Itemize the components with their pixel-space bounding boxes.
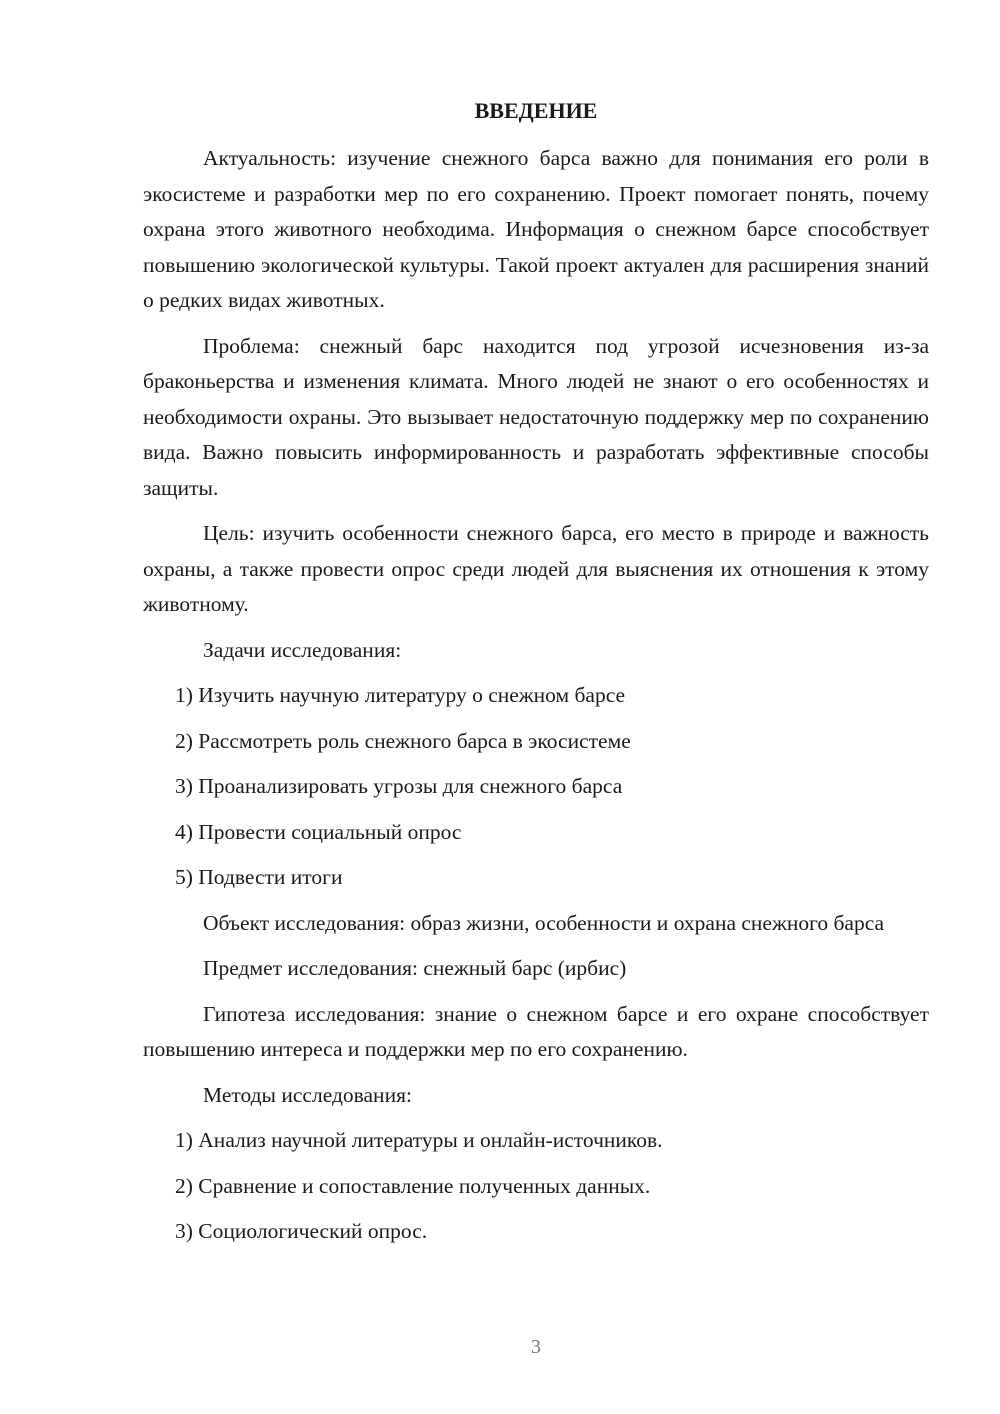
object-paragraph: Объект исследования: образ жизни, особенности и охрана снежного барса [203, 910, 885, 935]
document-page [143, 0, 929, 1414]
tasks-title: Задачи исследования: [203, 637, 402, 662]
hypothesis-paragraph: Гипотеза исследования: знание о снежном барсе и его охране способствует повышению интереса и поддержки мер по его сохранению. [143, 1001, 929, 1061]
task-item: 1) Изучить научную литературу о снежном барсе [175, 683, 626, 707]
task-item: 2) Рассмотреть роль снежного барса в экосистеме [175, 728, 631, 753]
page-number: 3 [531, 1336, 541, 1358]
method-item: 2) Сравнение и сопоставление полученных данных. [175, 1173, 651, 1198]
goal-paragraph: Цель: изучить особенности снежного барса, его место в природе и важность охраны, а также провести опрос среди людей для выяснения их отношения к этому животному. [143, 521, 929, 616]
methods-title: Методы исследования: [203, 1082, 412, 1107]
task-item: 3) Проанализировать угрозы для снежного барса [175, 774, 623, 798]
method-item: 3) Социологический опрос. [175, 1219, 428, 1243]
relevance-paragraph: Актуальность: изучение снежного барса важно для понимания его роли в экосистеме и разработки мер по его сохранению. Проект помогает понять, почему охрана этого животного необходима. Информация о снежном барсе способствует повышению экологической культуры. Такой проект актуален для расширения знаний о редких видах животных. [143, 146, 929, 312]
method-item: 1) Анализ научной литературы и онлайн-источников. [175, 1128, 663, 1152]
task-item: 5) Подвести итоги [175, 865, 343, 889]
problem-paragraph: Проблема: снежный барс находится под угрозой исчезновения из-за браконьерства и изменения климата. Много людей не знают о его особенностях и необходимости охраны. Это вызывает недостаточную поддержку мер по сохранению вида. Важно повысить информированность и разработать эффективные способы защиты. [143, 333, 929, 500]
subject-paragraph: Предмет исследования: снежный барс (ирбис) [203, 956, 627, 980]
document-body [143, 141, 929, 1260]
task-item: 4) Провести социальный опрос [175, 819, 462, 844]
section-heading: ВВЕДЕНИЕ [474, 98, 598, 123]
